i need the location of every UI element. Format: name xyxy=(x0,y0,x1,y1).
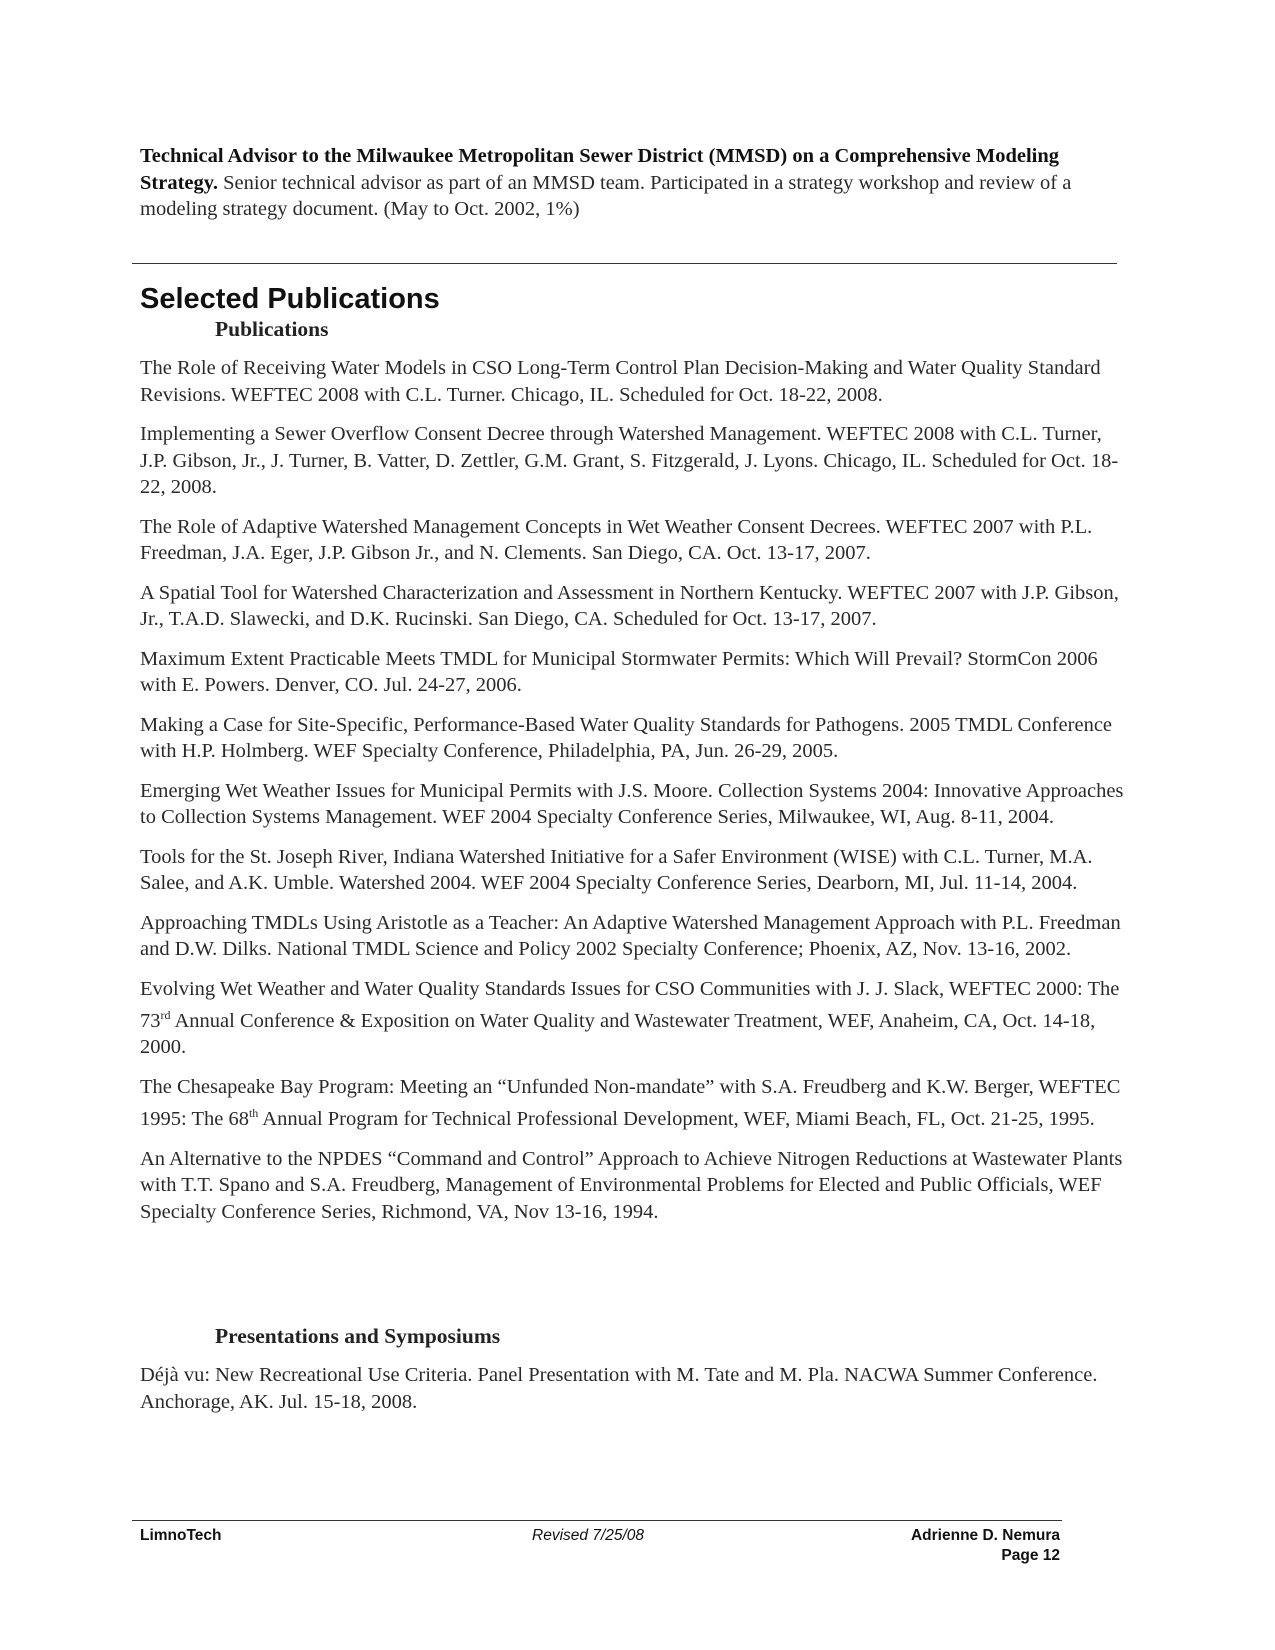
publication-item: Making a Case for Site-Specific, Performance-Based Water Quality Standards for Pathogens. 2005 TMDL Conference with H.P. Holmberg. WEF Specialty Conference, Philadelphia, PA, Jun. 26-29, 2005. xyxy=(140,713,1113,762)
publications-heading: Publications xyxy=(215,317,329,341)
footer-author-page xyxy=(870,1526,1060,1566)
footer-revision: Revised 7/25/08 xyxy=(532,1527,645,1544)
publication-item-chesapeake xyxy=(140,1074,1125,1133)
publication-item: Tools for the St. Joseph River, Indiana Watershed Initiative for a Safer Environment (WISE) with C.L. Turner, M.A. Salee, and A.K. Umble. Watershed 2004. WEF 2004 Specialty Conference Series, Dearborn, MI, Jul. 11-14, 2004. xyxy=(140,845,1093,894)
slack-text-after: Annual Conference & Exposition on Water Quality and Wastewater Treatment, WEF, Anaheim, CA, Oct. 14-18, 2000. xyxy=(140,1009,1096,1059)
publication-item: An Alternative to the NPDES “Command and Control” Approach to Achieve Nitrogen Reductions at Wastewater Plants with T.T. Spano and S.A. Freudberg, Management of Environmental Problems for Elected and Public Officials, WEF Specialty Conference Series, Richmond, VA, Nov 13-16, 1994. xyxy=(140,1147,1123,1223)
chesapeake-superscript: th xyxy=(248,1106,259,1121)
publication-item: Emerging Wet Weather Issues for Municipal Permits with J.S. Moore. Collection Systems 2004: Innovative Approaches to Collection Systems Management. WEF 2004 Specialty Conference Series, Milwaukee, WI, Aug. 8-11, 2004. xyxy=(140,779,1124,828)
intro-paragraph xyxy=(140,143,1120,223)
publication-item: Maximum Extent Practicable Meets TMDL for Municipal Stormwater Permits: Which Will Prevail? StormCon 2006 with E. Powers. Denver, CO. Jul. 24-27, 2006. xyxy=(140,647,1098,696)
chesapeake-text-after: Annual Program for Technical Professional Development, WEF, Miami Beach, FL, Oct. 21-25, 1995. xyxy=(258,1108,1095,1131)
publication-item: A Spatial Tool for Watershed Characterization and Assessment in Northern Kentucky. WEFTEC 2007 with J.P. Gibson, Jr., T.A.D. Slawecki, and D.K. Rucinski. San Diego, CA. Scheduled for Oct. 13-17, 2007. xyxy=(140,581,1119,630)
intro-title: Technical Advisor to the Milwaukee Metropolitan Sewer District (MMSD) on a Comprehensive Modeling Strategy. xyxy=(140,145,1060,194)
footer-company: LimnoTech xyxy=(140,1527,222,1544)
section-title: Selected Publications xyxy=(140,283,440,315)
footer-author: Adrienne D. Nemura xyxy=(910,1527,1060,1544)
intro-body: Senior technical advisor as part of an MMSD team. Participated in a strategy workshop and review of a modeling strategy document. (May to Oct. 2002, 1%) xyxy=(140,171,1072,220)
publication-item-slack xyxy=(140,976,1125,1061)
presentations-heading: Presentations and Symposiums xyxy=(215,1324,501,1348)
chesapeake-text-before: The Chesapeake Bay Program: Meeting an “Unfunded Non-mandate” with S.A. Freudberg and K.W. Berger, WEFTEC 1995: The 68 xyxy=(140,1075,1121,1131)
publication-item: The Role of Receiving Water Models in CSO Long-Term Control Plan Decision-Making and Water Quality Standard Revisions. WEFTEC 2008 with C.L. Turner. Chicago, IL. Scheduled for Oct. 18-22, 2008. xyxy=(140,357,1101,406)
footer-divider xyxy=(132,1520,1062,1521)
publications-list xyxy=(140,355,1125,1225)
slack-superscript: rd xyxy=(160,1008,171,1022)
publication-item: The Role of Adaptive Watershed Management Concepts in Wet Weather Consent Decrees. WEFTEC 2007 with P.L. Freedman, J.A. Eger, J.P. Gibson Jr., and N. Clements. San Diego, CA. Oct. 13-17, 2007. xyxy=(140,515,1093,564)
presentation-item: Déjà vu: New Recreational Use Criteria. Panel Presentation with M. Tate and M. Pla. NACWA Summer Conference. Anchorage, AK. Jul. 15-18, 2008. xyxy=(140,1364,1098,1413)
section-divider xyxy=(132,263,1117,264)
footer-page-number: Page 12 xyxy=(1001,1547,1060,1564)
publication-item: Implementing a Sewer Overflow Consent Decree through Watershed Management. WEFTEC 2008 with C.L. Turner, J.P. Gibson, Jr., J. Turner, B. Vatter, D. Zettler, G.M. Grant, S. Fitzgerald, J. Lyons. Chicago, IL. Scheduled for Oct. 18-22, 2008. xyxy=(140,423,1119,498)
presentations-list xyxy=(140,1362,1125,1428)
publication-item: Approaching TMDLs Using Aristotle as a Teacher: An Adaptive Watershed Management Approach with P.L. Freedman and D.W. Dilks. National TMDL Science and Policy 2002 Specialty Conference; Phoenix, AZ, Nov. 13-16, 2002. xyxy=(140,911,1121,960)
intro-text xyxy=(140,143,1120,223)
slack-text-before: Evolving Wet Weather and Water Quality Standards Issues for CSO Communities with J. J. Slack, WEFTEC 2000: The 73 xyxy=(140,977,1120,1032)
